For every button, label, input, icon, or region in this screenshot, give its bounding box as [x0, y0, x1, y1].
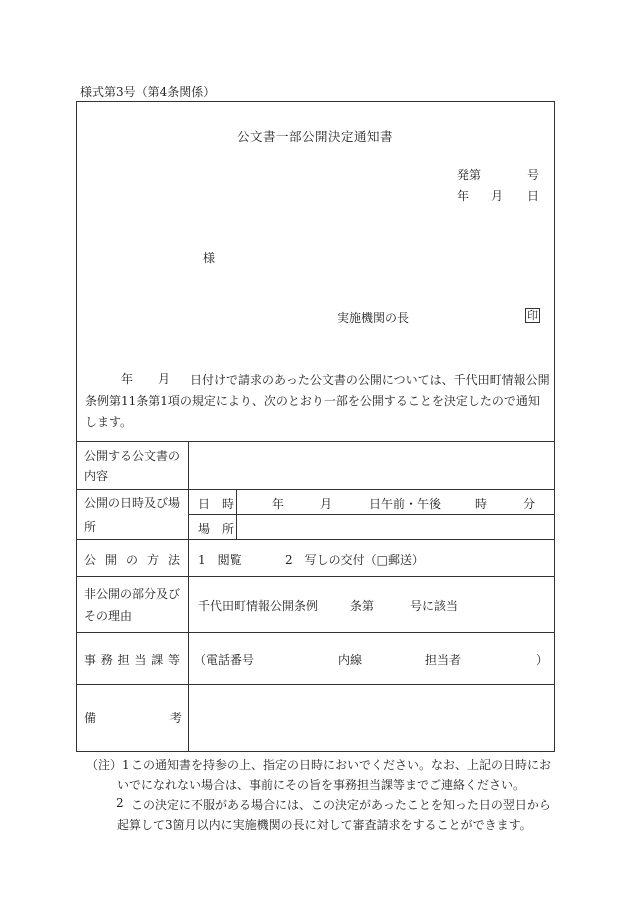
table-row-line	[76, 539, 555, 540]
seal-box: 印	[527, 309, 538, 322]
note2-line1: この決定に不服がある場合には、この決定があったことを知った日の翌日から	[131, 798, 551, 812]
note1-line1: この通知書を持参の上、指定の日時においでください。なお、上記の日時にお	[131, 758, 552, 772]
note2-marker: 2	[116, 796, 124, 810]
row-document-content-label: 公開する公文書の内容	[84, 449, 181, 483]
method-option-inspection: 1 閲覧	[198, 553, 242, 567]
note1-line2: いでになれない場合は、事前にその旨を事務担当課等までご連絡ください。	[117, 778, 526, 792]
row-contact-label	[84, 651, 180, 668]
contact-person: 担当者	[425, 653, 462, 667]
table-row-line	[76, 489, 555, 490]
reason-clause: 号に該当	[410, 599, 459, 613]
method-label-char: 公	[84, 553, 97, 567]
issue-date-year: 年	[457, 189, 470, 203]
table-row-line	[76, 441, 555, 442]
form-label: 様式第3号（第4条関係）	[80, 85, 216, 99]
issue-number-suffix: 号	[527, 168, 540, 182]
contact-extension: 内線	[338, 653, 363, 667]
table-row-line	[76, 576, 555, 577]
contact-label-char: 務	[100, 653, 113, 667]
contact-label-char: 課	[151, 653, 164, 667]
remarks-label-right: 考	[170, 711, 183, 725]
remarks-label-left: 備	[84, 711, 97, 725]
method-option-copy: 2 写しの交付（□郵送）	[285, 553, 424, 567]
method-label-char: 開	[104, 553, 117, 567]
body-year: 年	[121, 372, 134, 386]
body-text-content: 日付けで請求のあった公文書の公開については、千代田町情報公開条例第11条第1項の規定により、次のとおり一部を公開することを決定したので通知します。	[85, 373, 550, 429]
date-year: 年	[272, 497, 285, 511]
row-nondisclosure-label: 非公開の部分及びその理由	[84, 587, 181, 623]
date-hour: 時	[475, 497, 488, 511]
table-row-line	[76, 684, 555, 685]
issue-date-month: 月	[491, 189, 504, 203]
reason-ordinance: 千代田町情報公開条例	[198, 599, 319, 613]
issue-date-day: 日	[527, 189, 540, 203]
table-row-line	[76, 632, 555, 633]
date-time-sublabel: 日 時	[198, 497, 235, 511]
date-minute: 分	[523, 497, 536, 511]
method-label-char: の	[125, 553, 138, 567]
table-column-line	[236, 489, 237, 539]
date-day-ampm: 日午前・午後	[369, 497, 442, 511]
recipient-suffix: 様	[203, 251, 216, 265]
body-text	[85, 370, 551, 433]
table-column-line	[188, 441, 189, 751]
place-sublabel: 場 所	[198, 522, 235, 536]
method-label-char: 法	[167, 553, 180, 567]
row-date-place-label: 公開の日時及び場所	[84, 496, 181, 534]
method-label-char: 方	[146, 553, 159, 567]
contact-phone: （電話番号	[194, 653, 255, 667]
contact-close: ）	[536, 653, 549, 667]
note2-line2: 起算して3箇月以内に実施機関の長に対して審査請求をすることができます。	[117, 818, 532, 832]
reason-article: 条第	[350, 599, 375, 613]
table-row-line	[188, 514, 555, 515]
contact-label-char: 事	[84, 653, 97, 667]
row-method-label	[84, 551, 180, 568]
issuer-label: 実施機関の長	[337, 311, 410, 325]
date-month: 月	[320, 497, 333, 511]
body-month: 月	[158, 372, 171, 386]
contact-label-char: 担	[117, 653, 130, 667]
contact-label-char: 等	[167, 653, 180, 667]
document-title: 公文書一部公開決定通知書	[236, 129, 393, 144]
contact-label-char: 当	[134, 653, 147, 667]
issue-number-prefix: 発第	[457, 168, 482, 182]
note1-marker: （注）1	[86, 758, 130, 772]
